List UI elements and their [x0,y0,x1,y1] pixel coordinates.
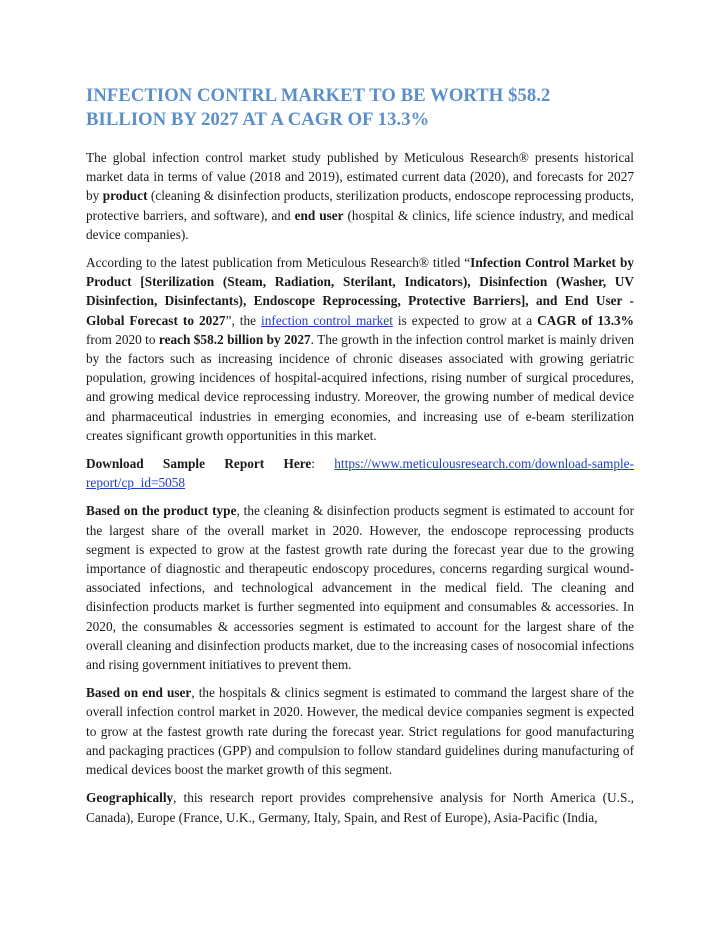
publication-bold-cagr: CAGR of 13.3% [537,312,634,328]
page-title: INFECTION CONTRL MARKET TO BE WORTH $58.2 BILLION BY 2027 AT A CAGR OF 13.3% [86,85,551,130]
intro-text-2: (cleaning & disinfection products, sterilization products, endoscope reprocessing products, protective barriers, and software), and [86,188,634,223]
geography-paragraph [86,788,634,826]
document-page [86,84,634,836]
download-separator: : [311,456,335,472]
publication-text-2: ”, the [225,312,262,328]
download-label: Download Sample Report Here [86,456,312,472]
publication-text-4: from 2020 to [86,331,159,347]
publication-text-1: According to the latest publication from Meticulous Research® titled “ [86,255,471,271]
intro-text-3: (hospital & clinics, life science industry, and medical device companies). [86,207,634,242]
end-user-text: , the hospitals & clinics segment is estimated to command the largest share of the overall infection control market in 2020. However, the medical device companies segment is expected to grow at the fastest growth rate during the forecast year. Strict regulations for good manufacturing and packaging practices (GPP) and compulsion to follow standard guidelines during manufacturing of medical devices boost the market growth of this segment. [86,685,634,778]
download-paragraph [86,454,634,492]
intro-bold-product: product [102,188,148,204]
product-type-heading: Based on the product type [86,503,237,519]
geography-text: , this research report provides comprehensive analysis for North America (U.S., Canada), Europe (France, U.K., Germany, Italy, Spain, and Rest of Europe), Asia-Pacific (India, [86,790,634,825]
intro-paragraph [86,148,634,244]
infection-control-market-link[interactable]: infection control market [261,312,393,328]
download-sample-link[interactable]: https://www.meticulousresearch.com/download-sample-report/cp_id=5058 [86,456,634,491]
product-type-paragraph [86,501,634,674]
product-type-text: , the cleaning & disinfection products segment is estimated to account for the largest share of the overall market in 2020. However, the endoscope reprocessing products segment is expected to grow at the fastest growth rate during the forecast year due to the growing importance of diagnostic and therapeutic endoscopy procedures, concerns regarding surgical wound-associated infections, and technological advancement in the medical field. The cleaning and disinfection products market is further segmented into equipment and consumables & accessories. In 2020, the consumables & accessories segment is estimated to account for the largest share of the overall cleaning and disinfection products market, due to the increasing cases of nosocomial infections and rising government initiatives to prevent them. [86,503,634,673]
publication-text-5: . The growth in the infection control market is mainly driven by the factors such as increasing incidence of chronic diseases associated with growing geriatric population, growing incidences of hospital-acquired infections, rising number of surgical procedures, and growing medical device reprocessing industry. Moreover, the growing number of medical device and pharmaceutical industries in emerging economies, and increasing use of e-beam sterilization creates significant growth opportunities in this market. [86,331,634,443]
publication-report-title: Infection Control Market by Product [Sterilization (Steam, Radiation, Sterilant, Indicators), Disinfection (Washer, UV Disinfection, Disinfectants), Endoscope Reprocessing, Protective Barriers], and End User - Global Forecast to 2027 [86,255,635,328]
geography-heading: Geographically [86,790,174,806]
intro-text-1: The global infection control market study published by Meticulous Research® presents historical market data in terms of value (2018 and 2019), estimated current data (2020), and forecasts for 2027 by [86,150,634,204]
publication-bold-reach: reach $58.2 billion by 2027 [158,331,311,347]
end-user-paragraph [86,683,634,779]
end-user-heading: Based on end user [86,685,192,701]
publication-text-3: is expected to grow at a [392,312,538,328]
intro-bold-end-user: end user [294,207,344,223]
publication-paragraph [86,253,634,445]
